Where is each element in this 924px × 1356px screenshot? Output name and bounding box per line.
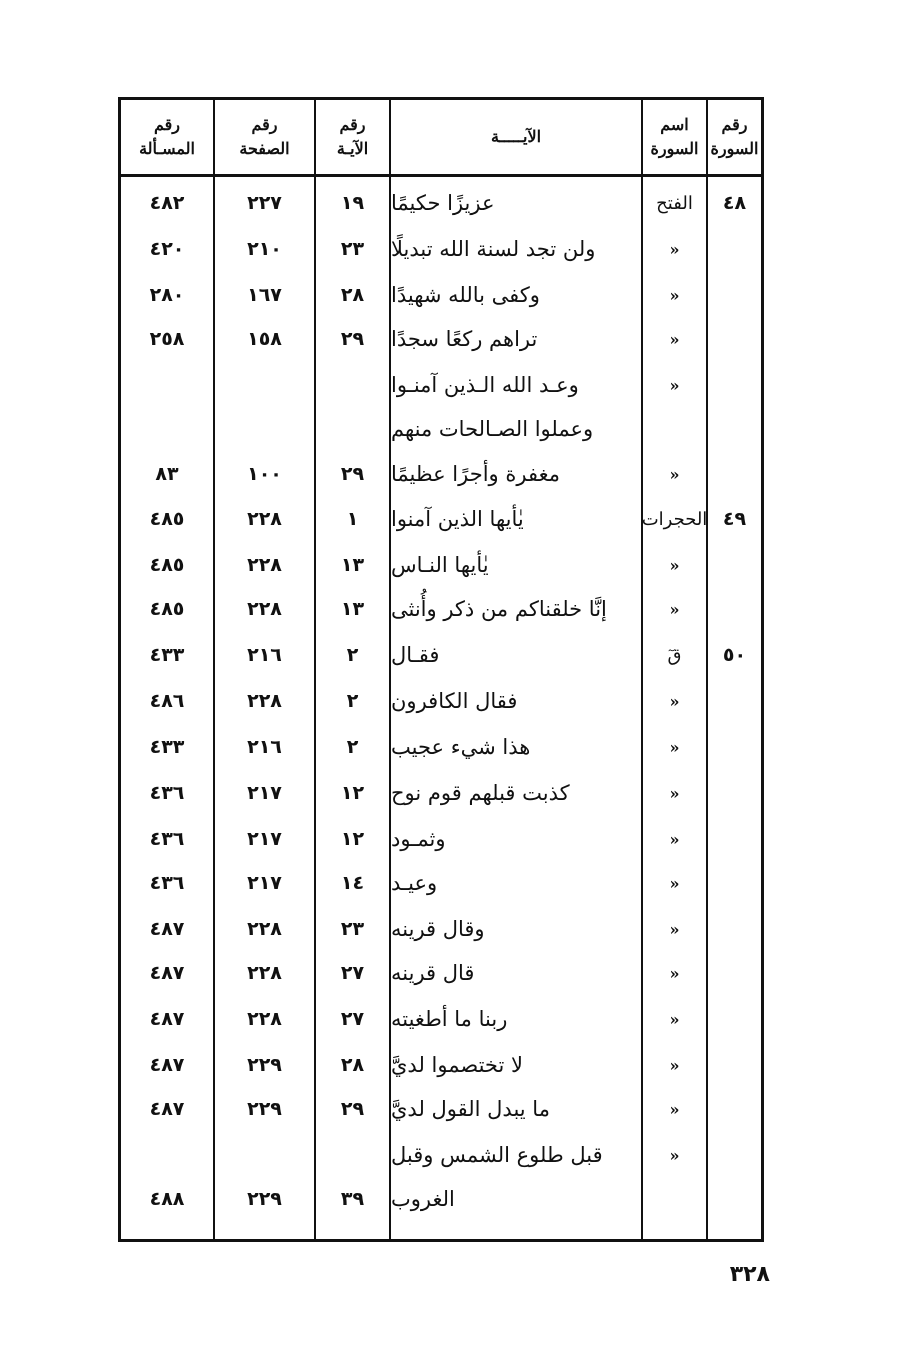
cell-verse: قال قرينه — [391, 961, 475, 985]
cell-surah-no — [708, 771, 761, 815]
cell-issue — [121, 407, 213, 451]
cell-surah: » — [669, 329, 680, 349]
table-row — [121, 363, 761, 407]
cell-page: ٢١٧ — [247, 872, 282, 894]
cell-surah-no — [708, 725, 761, 769]
header-page-number — [215, 100, 314, 174]
cell-page: ٢٢٩ — [247, 1054, 282, 1076]
header-surah-name — [643, 100, 706, 174]
cell-page — [215, 363, 314, 407]
cell-issue: ٤٨٥ — [149, 554, 185, 576]
table-row — [121, 587, 761, 631]
cell-surah: » — [669, 873, 680, 893]
cell-ayah: ١٤ — [340, 872, 365, 894]
table-row — [121, 951, 761, 995]
cell-issue: ٤٨٦ — [149, 690, 185, 712]
cell-ayah: ٢٨ — [340, 1054, 365, 1076]
cell-surah: » — [669, 599, 680, 619]
header-label: الآيـــــة — [490, 127, 542, 146]
cell-verse: مغفرة وأجرًا عظيمًا — [391, 462, 560, 486]
cell-surah: » — [669, 691, 680, 711]
cell-verse: قبل طلوع الشمس وقبل — [391, 1143, 603, 1167]
cell-ayah — [316, 407, 389, 451]
cell-page — [215, 1133, 314, 1177]
table-row — [121, 861, 761, 905]
cell-page — [215, 407, 314, 451]
cell-page: ٢١٧ — [247, 782, 282, 804]
cell-ayah: ١٩ — [340, 192, 365, 214]
cell-surah: » — [669, 285, 680, 305]
table-row — [121, 1133, 761, 1177]
cell-verse: فقـال — [391, 643, 440, 667]
cell-ayah: ٢٨ — [340, 284, 365, 306]
cell-surah: » — [669, 1009, 680, 1029]
cell-surah: » — [669, 963, 680, 983]
cell-issue: ٤٨٧ — [149, 1098, 185, 1120]
cell-surah: » — [669, 737, 680, 757]
cell-issue: ٤٨٢ — [149, 192, 185, 214]
cell-surah-no: ٤٩ — [722, 508, 747, 530]
cell-surah — [643, 407, 706, 451]
table-row — [121, 452, 761, 496]
cell-surah-no — [708, 273, 761, 317]
cell-ayah: ٢٧ — [340, 1008, 365, 1030]
cell-issue: ٤٨٧ — [149, 918, 185, 940]
cell-surah-no — [708, 452, 761, 496]
cell-ayah: ٢٣ — [340, 238, 365, 260]
table-row — [121, 817, 761, 861]
page-number: ٣٢٨ — [729, 1262, 770, 1287]
cell-surah-no — [708, 1043, 761, 1087]
header-label: السورة — [710, 139, 759, 158]
cell-issue: ٤٣٣ — [149, 736, 185, 758]
table-header — [121, 100, 761, 177]
cell-surah-no — [708, 1133, 761, 1177]
cell-ayah — [316, 363, 389, 407]
cell-issue: ٤٣٣ — [149, 644, 185, 666]
header-label: رقم — [153, 115, 181, 134]
cell-verse: عزيزًا حكيمًا — [391, 191, 495, 215]
cell-verse: الغروب — [391, 1187, 455, 1211]
cell-surah-no — [708, 951, 761, 995]
cell-ayah: ١٢ — [340, 782, 365, 804]
cell-surah-no — [708, 363, 761, 407]
header-label: رقم — [721, 115, 748, 134]
cell-verse: ولن تجد لسنة الله تبديلًا — [391, 237, 596, 261]
cell-surah: » — [669, 555, 680, 575]
cell-surah-no — [708, 587, 761, 631]
cell-issue: ٤٣٦ — [149, 872, 185, 894]
cell-ayah: ٣٩ — [340, 1188, 365, 1210]
cell-verse: وعملوا الصـالحات منهم — [391, 417, 594, 441]
cell-issue: ٤٨٥ — [149, 598, 185, 620]
header-label: السورة — [650, 139, 699, 158]
cell-surah: » — [669, 464, 680, 484]
cell-issue: ٨٣ — [155, 463, 179, 485]
cell-ayah: ٢٩ — [340, 1098, 365, 1120]
cell-issue: ٤٣٦ — [149, 828, 185, 850]
table-row — [121, 273, 761, 317]
table-row — [121, 679, 761, 723]
cell-page: ٢٢٨ — [247, 690, 282, 712]
header-label: الصفحة — [239, 139, 290, 158]
table-row — [121, 907, 761, 951]
cell-ayah: ٢ — [346, 736, 359, 758]
header-label: رقم — [251, 115, 278, 134]
cell-verse: وعـد الله الـذين آمنـوا — [391, 373, 579, 397]
cell-ayah: ١٢ — [340, 828, 365, 850]
cell-page: ٢١٦ — [247, 644, 282, 666]
cell-ayah: ٢ — [346, 644, 359, 666]
cell-page: ٢١٦ — [247, 736, 282, 758]
cell-page: ٢٢٨ — [247, 508, 282, 530]
cell-verse: كذبت قبلهم قوم نوح — [391, 781, 570, 805]
cell-surah: » — [669, 239, 680, 259]
cell-surah: » — [669, 1055, 680, 1075]
cell-issue: ٤٨٧ — [149, 962, 185, 984]
cell-issue: ٤٨٧ — [149, 1008, 185, 1030]
cell-surah-no — [708, 317, 761, 361]
table-row — [121, 771, 761, 815]
cell-page: ١٠٠ — [247, 463, 282, 485]
index-table — [118, 97, 764, 1242]
cell-ayah: ٢ — [346, 690, 359, 712]
cell-surah-no — [708, 1087, 761, 1131]
cell-surah: » — [669, 829, 680, 849]
header-label: اسم — [660, 115, 689, 134]
cell-issue: ٤٨٥ — [149, 508, 185, 530]
cell-surah-no — [708, 227, 761, 271]
cell-surah: قٓ — [667, 644, 682, 666]
cell-ayah: ١٣ — [340, 598, 365, 620]
cell-issue: ٤٢٠ — [149, 238, 185, 260]
cell-verse: تراهم ركعًا سجدًا — [391, 327, 538, 351]
cell-issue — [121, 1133, 213, 1177]
cell-page: ٢٢٧ — [247, 192, 282, 214]
table-row — [121, 407, 761, 451]
table-row — [121, 997, 761, 1041]
cell-surah-no — [708, 997, 761, 1041]
header-issue-number — [121, 100, 213, 174]
table-row — [121, 1043, 761, 1087]
cell-verse: ربنا ما أطغيته — [391, 1007, 508, 1031]
cell-verse: فقال الكافرون — [391, 689, 518, 713]
cell-surah-no — [708, 407, 761, 451]
cell-verse: وقال قرينه — [391, 917, 485, 941]
cell-surah-no — [708, 861, 761, 905]
table-row — [121, 181, 761, 225]
table-row — [121, 543, 761, 587]
cell-ayah: ١ — [346, 508, 359, 530]
cell-issue: ٢٨٠ — [149, 284, 185, 306]
header-label: المسـألة — [139, 139, 195, 158]
cell-verse: إنَّا خلقناكم من ذكر وأُنثى — [391, 597, 607, 621]
cell-verse: لا تختصموا لديَّ — [391, 1053, 523, 1077]
cell-surah: الفتح — [656, 192, 693, 214]
table-row — [121, 725, 761, 769]
cell-issue: ٤٣٦ — [149, 782, 185, 804]
cell-page: ٢٢٨ — [247, 598, 282, 620]
table-row — [121, 497, 761, 541]
header-label: الآيـة — [336, 139, 369, 158]
cell-page: ٢٢٨ — [247, 1008, 282, 1030]
cell-page: ٢٢٩ — [247, 1098, 282, 1120]
cell-ayah: ٢٩ — [340, 463, 365, 485]
cell-issue — [121, 363, 213, 407]
cell-page: ١٦٧ — [247, 284, 282, 306]
cell-surah-no — [708, 679, 761, 723]
cell-ayah: ٢٩ — [340, 328, 365, 350]
cell-surah: الحجرات — [641, 508, 708, 530]
table-row — [121, 317, 761, 361]
header-verse — [391, 100, 641, 174]
table-row — [121, 227, 761, 271]
cell-page: ٢١٠ — [247, 238, 282, 260]
cell-verse: وعيـد — [391, 871, 438, 895]
cell-verse: هذا شيء عجيب — [391, 735, 531, 759]
cell-verse: وثمـود — [391, 827, 446, 851]
table-row — [121, 1177, 761, 1221]
cell-surah — [643, 1177, 706, 1221]
table-row — [121, 1087, 761, 1131]
cell-ayah: ١٣ — [340, 554, 365, 576]
cell-surah: » — [669, 1145, 680, 1165]
cell-ayah: ٢٣ — [340, 918, 365, 940]
cell-surah: » — [669, 919, 680, 939]
cell-surah-no — [708, 543, 761, 587]
table-row — [121, 633, 761, 677]
cell-surah: » — [669, 1099, 680, 1119]
cell-page: ١٥٨ — [247, 328, 282, 350]
header-verse-number — [316, 100, 389, 174]
header-label: رقم — [339, 115, 366, 134]
cell-issue: ٤٨٧ — [149, 1054, 185, 1076]
cell-surah: » — [669, 783, 680, 803]
cell-verse: يٰأيها النـاس — [391, 553, 489, 577]
cell-ayah: ٢٧ — [340, 962, 365, 984]
cell-surah-no: ٤٨ — [722, 192, 747, 214]
cell-page: ٢١٧ — [247, 828, 282, 850]
cell-surah-no — [708, 907, 761, 951]
cell-verse: ما يبدل القول لديَّ — [391, 1097, 550, 1121]
cell-verse: وكفى بالله شهيدًا — [391, 283, 540, 307]
cell-verse: يٰأيها الذين آمنوا — [391, 507, 524, 531]
cell-page: ٢٢٨ — [247, 962, 282, 984]
cell-ayah — [316, 1133, 389, 1177]
cell-surah: » — [669, 375, 680, 395]
cell-page: ٢٢٨ — [247, 918, 282, 940]
cell-issue: ٢٥٨ — [149, 328, 185, 350]
cell-page: ٢٢٩ — [247, 1188, 282, 1210]
cell-surah-no — [708, 817, 761, 861]
header-surah-number — [708, 100, 761, 174]
cell-issue: ٤٨٨ — [149, 1188, 185, 1210]
cell-surah-no — [708, 1177, 761, 1221]
cell-surah-no: ٥٠ — [722, 644, 747, 666]
cell-page: ٢٢٨ — [247, 554, 282, 576]
